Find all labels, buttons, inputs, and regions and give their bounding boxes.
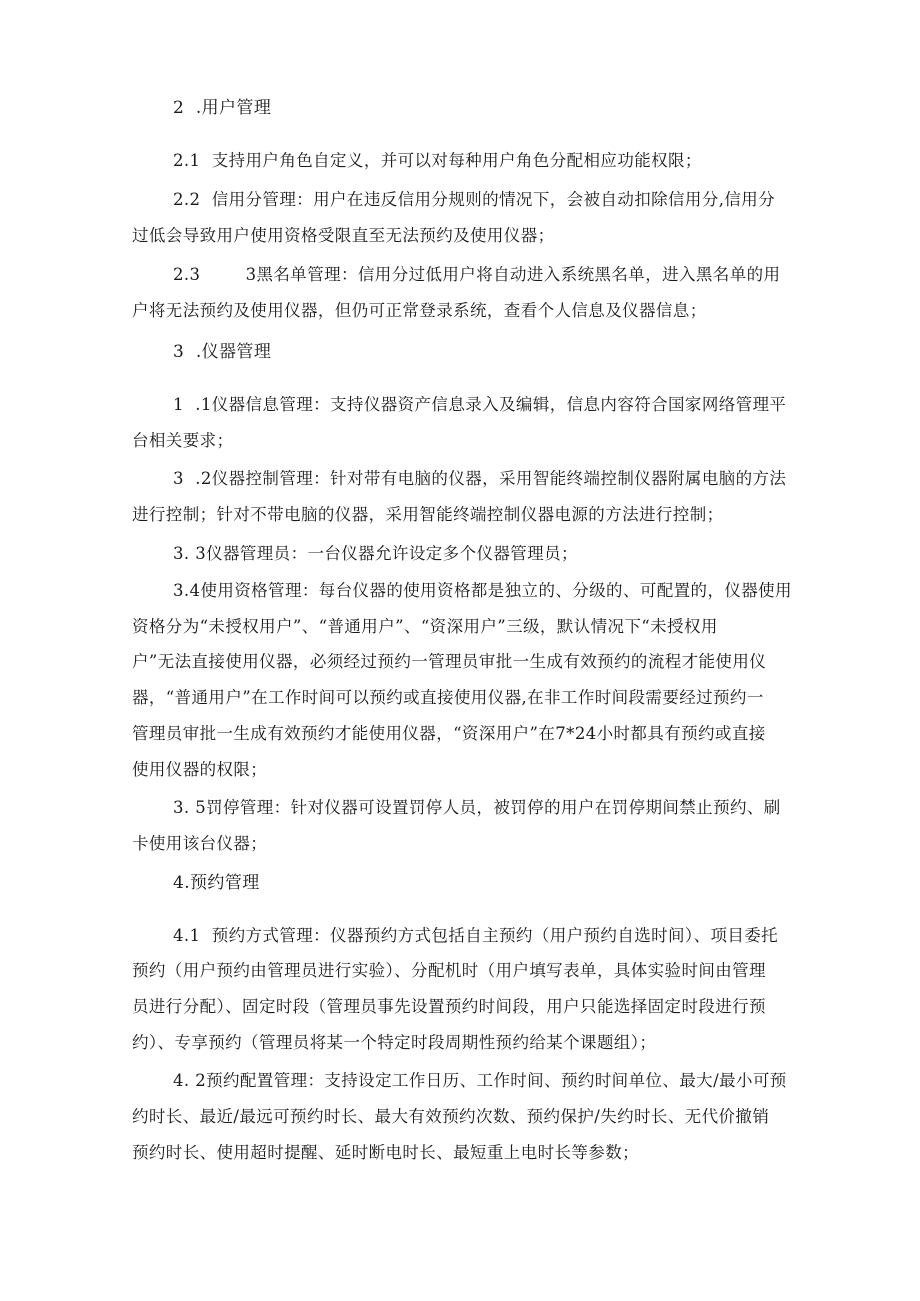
- paragraph-line: 员进行分配）、固定时段（管理员事先设置预约时间段，用户只能选择固定时段进行预: [132, 997, 766, 1016]
- paragraph-line: 约）、专享预约（管理员将某一个特定时段周期性预约给某个课题组）；: [132, 1033, 657, 1052]
- paragraph-line: 使用仪器的权限；: [132, 760, 268, 779]
- paragraph-line: 过低会导致用户使用资格受限直至无法预约及使用仪器；: [132, 226, 555, 245]
- paragraph-line: 器，“普通用户”在工作时间可以预约或直接使用仪器,在非工作时间段需要经过预约一: [132, 688, 764, 707]
- paragraph-line: 资格分为“未授权用户”、“普通用户”、“资深用户”三级，默认情况下“未授权用: [132, 617, 718, 636]
- paragraph-line: 4. 2预约配置管理：支持设定工作日历、工作时间、预约时间单位、最大/最小可预: [173, 1071, 787, 1090]
- paragraph-line: 台相关要求；: [132, 431, 234, 450]
- section-heading-instrument-management: 3 .仪器管理: [173, 342, 272, 362]
- paragraph-line: 约时长、最近/最远可预约时长、最大有效预约次数、预约保护/失约时长、无代价撤销: [132, 1107, 770, 1126]
- paragraph-line: 户将无法预约及使用仪器，但仍可正常登录系统，查看个人信息及仪器信息；: [132, 301, 707, 320]
- paragraph-line: 3 .2仪器控制管理：针对带有电脑的仪器，采用智能终端控制仪器附属电脑的方法: [173, 469, 787, 488]
- paragraph-line: 户”无法直接使用仪器，必须经过预约一管理员审批一生成有效预约的流程才能使用仪: [132, 652, 767, 671]
- paragraph-line: 卡使用该台仪器；: [132, 834, 268, 853]
- section-heading-user-management: 2 .用户管理: [173, 98, 272, 118]
- paragraph-line: 预约时长、使用超时提醒、延时断电时长、最短重上电时长等参数；: [132, 1143, 639, 1162]
- paragraph-line: 预约（用户预约由管理员进行实验）、分配机时（用户填写表单，具体实验时间由管理: [132, 961, 766, 980]
- paragraph-line: 3. 5罚停管理：针对仪器可设置罚停人员，被罚停的用户在罚停期间禁止预约、刷: [173, 798, 781, 817]
- paragraph-line: 进行控制；针对不带电脑的仪器，采用智能终端控制仪器电源的方法进行控制；: [132, 505, 724, 524]
- paragraph-line: 2.2 信用分管理：用户在违反信用分规则的情况下，会被自动扣除信用分,信用分: [173, 190, 776, 209]
- paragraph-line: 管理员审批一生成有效预约才能使用仪器，“资深用户”在7*24小时都具有预约或直接: [132, 724, 766, 743]
- paragraph-line: 3.4使用资格管理：每台仪器的使用资格都是独立的、分级的、可配置的，仪器使用: [173, 581, 792, 600]
- paragraph-line: 4.1 预约方式管理：仪器预约方式包括自主预约（用户预约自选时间）、项目委托: [173, 926, 779, 945]
- paragraph-line: 3. 3仪器管理员：一台仪器允许设定多个仪器管理员；: [173, 544, 578, 563]
- paragraph-line: 2.1 支持用户角色自定义，并可以对每种用户角色分配相应功能权限；: [173, 151, 702, 170]
- paragraph-line: 2.3 3黑名单管理：信用分过低用户将自动进入系统黑名单，进入黑名单的用: [173, 265, 781, 284]
- paragraph-line: 1 .1仪器信息管理：支持仪器资产信息录入及编辑，信息内容符合国家网络管理平: [173, 395, 787, 414]
- section-heading-reservation-management: 4.预约管理: [173, 873, 260, 893]
